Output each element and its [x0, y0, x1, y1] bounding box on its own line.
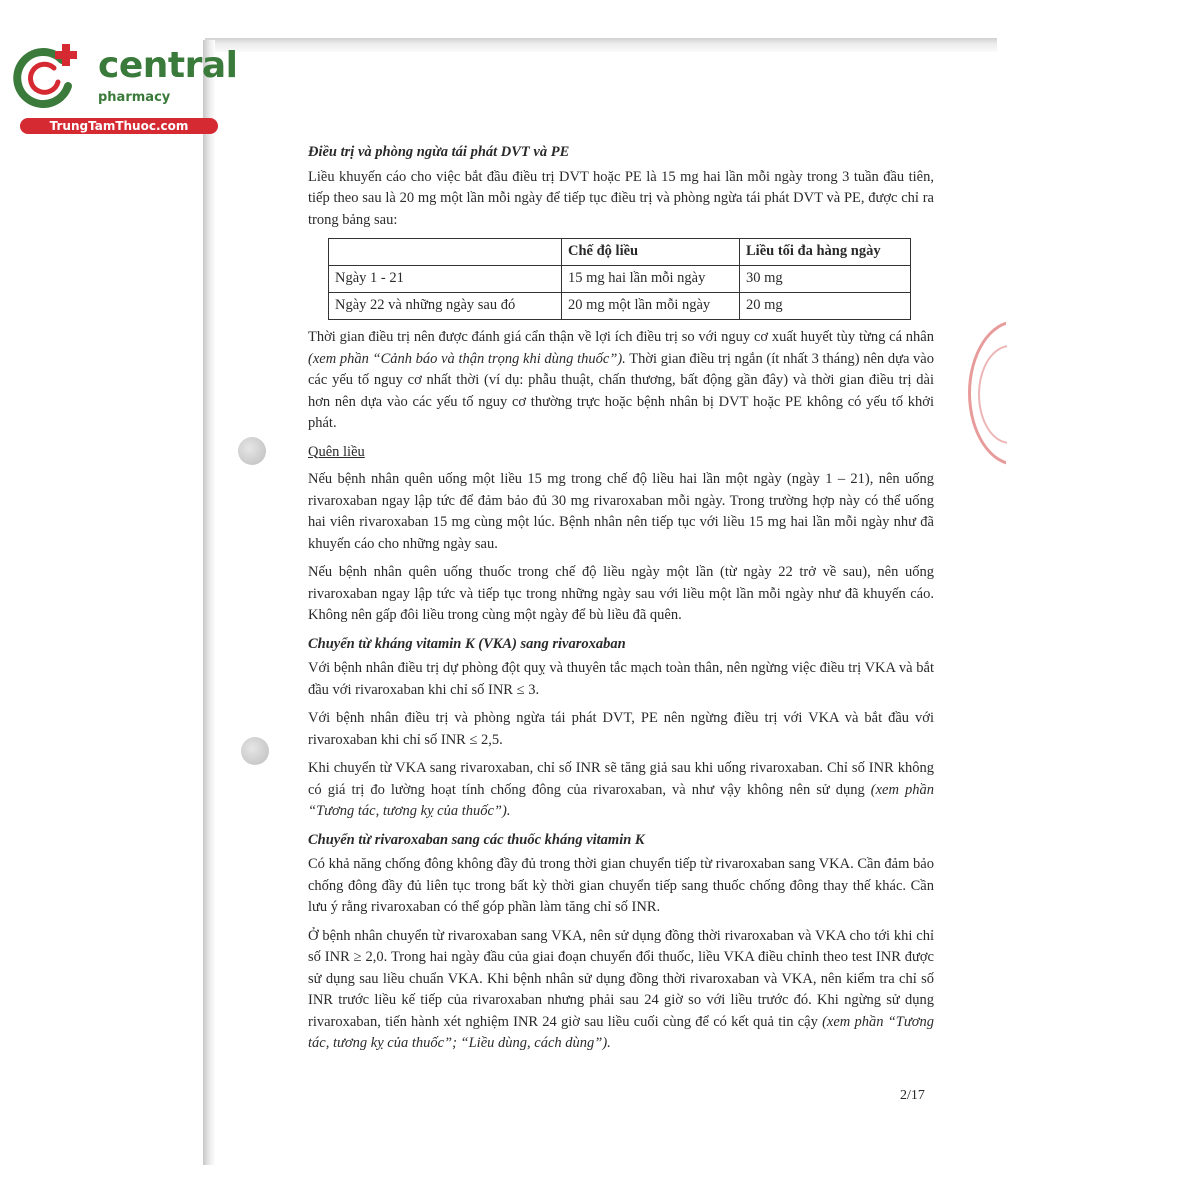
section-heading-vka-to-rivaroxaban: Chuyển từ kháng vitamin K (VKA) sang rivaroxaban	[308, 635, 626, 652]
central-pharmacy-logo	[10, 38, 238, 138]
table-header-row	[329, 239, 911, 266]
table-cell: 15 mg hai lần mỗi ngày	[562, 266, 740, 293]
scan-edge-left	[203, 40, 215, 1165]
document-body	[308, 142, 934, 1062]
paragraph-missed-dose-2: Nếu bệnh nhân quên uống thuốc trong chế độ liều ngày một lần (từ ngày 22 trở về sau), nên uống rivaroxaban ngay lập tức và tiếp tục trong những ngày sau với liều một lần mỗi ngày như đã khuyến cáo. Không nên gấp đôi liều trong cùng một ngày để bù liều đã quên.	[308, 564, 934, 623]
section-heading-dvt-pe: Điều trị và phòng ngừa tái phát DVT và PE	[308, 144, 570, 160]
punch-hole-bottom	[241, 737, 269, 765]
table-header-cell: Liều tối đa hàng ngày	[740, 239, 911, 266]
cross-reference: (xem phần “Tương tác, tương kỵ của thuốc”; “Liều dùng, cách dùng”).	[308, 1013, 934, 1051]
paragraph-vka-dvt-pe: Với bệnh nhân điều trị và phòng ngừa tái phát DVT, PE nên ngừng điều trị với VKA và bắt đầu với rivaroxaban khi chỉ số INR ≤ 2,5.	[308, 710, 934, 748]
paragraph-inr-note	[308, 758, 934, 823]
page-number: 2/17	[900, 1088, 925, 1103]
punch-hole-top	[238, 437, 266, 465]
table-cell: 20 mg một lần mỗi ngày	[562, 293, 740, 320]
section-heading-missed-dose: Quên liều	[308, 443, 365, 460]
pharmacy-logo-icon	[10, 38, 88, 116]
table-cell: Ngày 1 - 21	[329, 266, 562, 293]
table-row	[329, 293, 911, 320]
paragraph-vka-stroke: Với bệnh nhân điều trị dự phòng đột quỵ và thuyên tắc mạch toàn thân, nên ngừng việc điều trị VKA và bắt đầu với rivaroxaban khi chỉ số INR ≤ 3.	[308, 660, 934, 698]
logo-title: central	[98, 45, 238, 86]
logo-tagline: pharmacy	[98, 90, 171, 105]
text-run: Thời gian điều trị nên được đánh giá cẩn thận về lợi ích điều trị so với nguy cơ xuất huyết tùy từng cá nhân	[308, 329, 934, 345]
cross-reference: (xem phần “Tương tác, tương kỵ của thuốc”).	[308, 781, 934, 819]
table-header-cell	[329, 239, 562, 266]
text-run: Thời gian điều trị ngắn (ít nhất 3 tháng) nên dựa vào các yếu tố nguy cơ nhất thời (ví dụ: phẫu thuật, chấn thương, bất động gần đây) và thời gian điều trị dài hơn nên dựa vào các yếu tố nguy cơ thường trực hoặc bệnh nhân bị DVT hoặc PE không có yếu tố khởi phát.	[308, 350, 934, 431]
text-run: Ở bệnh nhân chuyển từ rivaroxaban sang VKA, nên sử dụng đồng thời rivaroxaban và VKA cho tới khi chỉ số INR ≥ 2,0. Trong hai ngày đầu của giai đoạn chuyển đổi thuốc, liều VKA điều chỉnh theo test INR được sử dụng sau liều chuẩn VKA. Khi bệnh nhân sử dụng đồng thời rivaroxaban và VKA, nên kiểm tra chỉ số INR trước liều kế tiếp của rivaroxaban nhưng phải sau 24 giờ so với liều trước đó. Khi ngừng sử dụng rivaroxaban, tiến hành xét nghiệm INR 24 giờ sau liều cuối cùng để có kết quả tin cậy	[308, 927, 934, 1030]
paragraph-missed-dose-1: Nếu bệnh nhân quên uống một liều 15 mg trong chế độ liều hai lần một ngày (ngày 1 – 21), nên uống rivaroxaban ngay lập tức để đảm bảo đủ 30 mg rivaroxaban mỗi ngày. Trong trường hợp này có thể uống hai viên rivaroxaban 15 mg cùng một lúc. Bệnh nhân nên tiếp tục với liều 15 mg hai lần mỗi ngày như đã khuyến cáo cho những ngày sau.	[308, 471, 934, 552]
table-cell: 30 mg	[740, 266, 911, 293]
paragraph-concurrent-use	[308, 926, 934, 1055]
dosing-table	[328, 238, 911, 320]
table-row	[329, 266, 911, 293]
text-run: Khi chuyển từ VKA sang rivaroxaban, chỉ số INR sẽ tăng giả sau khi uống rivaroxaban. Chỉ số INR không có giá trị đo lường hoạt tính chống đông của rivaroxaban, và như vậy không nên sử dụng	[308, 760, 934, 798]
paragraph-dosing-intro: Liều khuyến cáo cho việc bắt đầu điều trị DVT hoặc PE là 15 mg hai lần mỗi ngày trong 3 tuần đầu tiên, tiếp theo sau là 20 mg một lần mỗi ngày để tiếp tục điều trị và phòng ngừa tái phát DVT và PE, được chỉ ra trong bảng sau:	[308, 168, 934, 228]
paragraph-treatment-duration	[308, 327, 934, 435]
table-cell: Ngày 22 và những ngày sau đó	[329, 293, 562, 320]
table-header-cell: Chế độ liều	[562, 239, 740, 266]
scan-edge-top	[205, 38, 997, 52]
cross-reference: (xem phần “Cảnh báo và thận trọng khi dùng thuốc”).	[308, 350, 626, 367]
logo-url-badge[interactable]: TrungTamThuoc.com	[20, 118, 218, 134]
section-heading-rivaroxaban-to-vka: Chuyển từ rivaroxaban sang các thuốc kháng vitamin K	[308, 831, 645, 848]
red-stamp-inner	[978, 345, 1042, 444]
table-cell: 20 mg	[740, 293, 911, 320]
paragraph-transition-anticoagulation: Có khả năng chống đông không đầy đủ trong thời gian chuyển tiếp từ rivaroxaban sang VKA. Cần đảm bảo chống đông đầy đủ liên tục trong bất kỳ thời gian chuyển tiếp sang thuốc chống đông thay thế khác. Cần lưu ý rằng rivaroxaban có thể góp phần làm tăng chỉ số INR.	[308, 856, 934, 915]
